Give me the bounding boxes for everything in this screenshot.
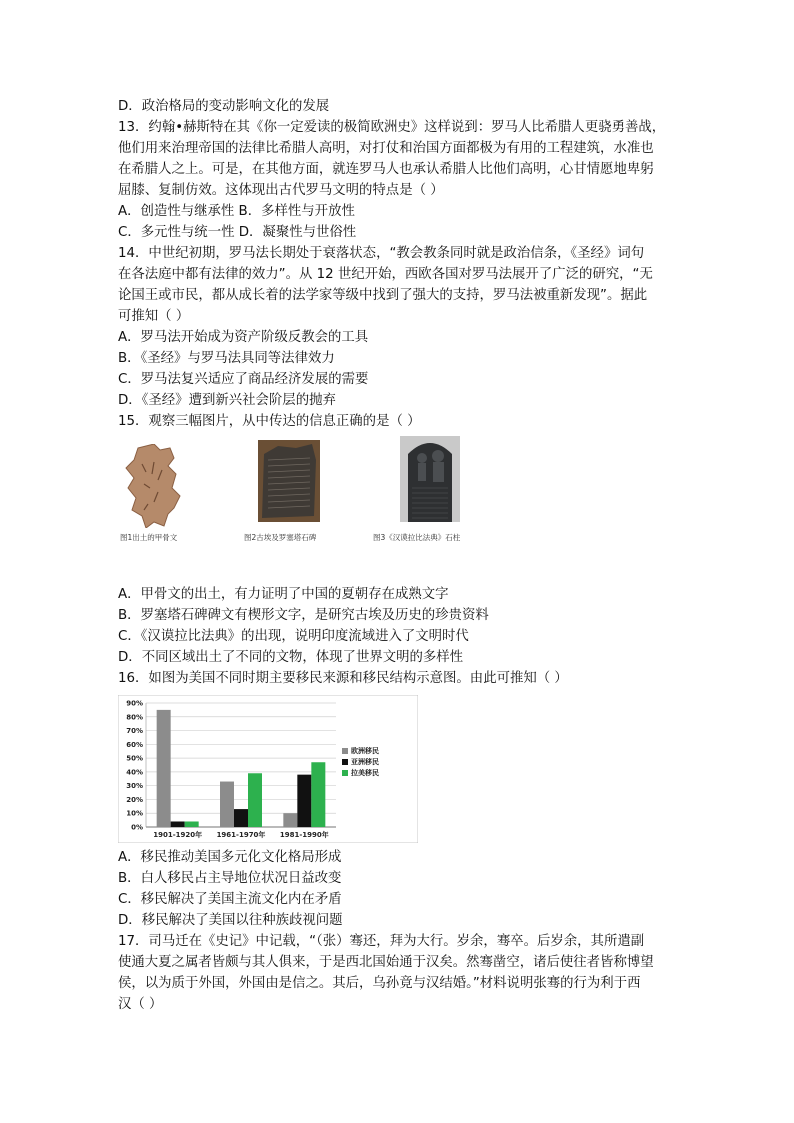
y-tick-label: 40% bbox=[126, 768, 143, 777]
q14-stem-line: 论国王或市民，都从成长着的法学家等级中找到了强大的支持，罗马法被重新发现”。据此 bbox=[118, 288, 648, 303]
q16-option-b: B．白人移民占主导地位状况日益改变 bbox=[118, 871, 342, 886]
q16-option-d: D．移民解决了美国以往种族歧视问题 bbox=[118, 913, 343, 928]
q14-option-b: B．《圣经》与罗马法具同等法律效力 bbox=[118, 351, 335, 366]
figure-1-caption: 图1出土的甲骨文 bbox=[120, 533, 178, 542]
y-tick-label: 70% bbox=[126, 727, 143, 736]
q14-option-a: A．罗马法开始成为资产阶级反教会的工具 bbox=[118, 330, 369, 345]
y-tick-label: 50% bbox=[126, 754, 143, 763]
q12-option-d: D．政治格局的变动影响文化的发展 bbox=[118, 99, 330, 114]
q15-option-d: D．不同区域出土了不同的文物，体现了世界文明的多样性 bbox=[118, 650, 464, 665]
y-tick-label: 80% bbox=[126, 713, 143, 722]
bar bbox=[283, 813, 297, 827]
q13-stem-line: 屈膝、复制仿效。这体现出古代罗马文明的特点是（ ） bbox=[118, 183, 444, 198]
legend-label: 亚洲移民 bbox=[351, 757, 379, 766]
q17-stem-line: 汉（ ） bbox=[118, 997, 163, 1012]
immigration-bar-chart bbox=[118, 695, 418, 843]
q17-stem-line: 侯，以为质于外国，外国由是信之。其后，乌孙竟与汉结婚。”材料说明张骞的行为利于西 bbox=[118, 976, 641, 991]
question-16 bbox=[118, 668, 678, 931]
question-17 bbox=[118, 931, 678, 1015]
oracle-bone-image bbox=[124, 444, 186, 528]
legend-swatch bbox=[342, 748, 348, 754]
legend-label: 欧洲移民 bbox=[351, 746, 379, 755]
q15-option-b: B．罗塞塔石碑碑文有楔形文字，是研究古埃及历史的珍贵资料 bbox=[118, 608, 489, 623]
q14-stem-line: 14．中世纪初期，罗马法长期处于衰落状态，“教会教条同时就是政治信条，《圣经》词句 bbox=[118, 246, 645, 261]
q17-stem-line: 使通大夏之属者皆颇与其人俱来，于是西北国始通于汉矣。然骞凿空，诸后使往者皆称博望 bbox=[118, 955, 654, 970]
x-tick-label: 1961-1970年 bbox=[216, 831, 266, 839]
y-tick-label: 60% bbox=[126, 740, 143, 749]
bar bbox=[220, 782, 234, 827]
figure-3-caption: 图3《汉谟拉比法典》石柱 bbox=[373, 533, 461, 542]
exam-page bbox=[118, 96, 678, 1015]
q13-options-cd: C．多元性与统一性 D．凝聚性与世俗性 bbox=[118, 225, 357, 240]
q15-stem: 15．观察三幅图片，从中传达的信息正确的是（ ） bbox=[118, 414, 421, 429]
q16-stem: 16．如图为美国不同时期主要移民来源和移民结构示意图。由此可推知（ ） bbox=[118, 671, 568, 686]
question-13 bbox=[118, 117, 678, 243]
y-tick-label: 90% bbox=[126, 699, 143, 708]
q15-figures bbox=[118, 436, 678, 564]
bar bbox=[157, 710, 171, 827]
q13-stem-line: 13．约翰•赫斯特在其《你一定爱读的极简欧洲史》这样说到：罗马人比希腊人更骁勇善战， bbox=[118, 120, 666, 135]
y-tick-label: 0% bbox=[131, 823, 143, 832]
y-tick-label: 20% bbox=[126, 795, 143, 804]
legend-label: 拉美移民 bbox=[351, 768, 379, 777]
q16-option-a: A．移民推动美国多元化文化格局形成 bbox=[118, 850, 342, 865]
y-tick-label: 30% bbox=[126, 782, 143, 791]
q14-option-c: C．罗马法复兴适应了商品经济发展的需要 bbox=[118, 372, 369, 387]
rosetta-stone-image bbox=[258, 440, 320, 522]
y-tick-label: 10% bbox=[126, 809, 143, 818]
q15-option-a: A．甲骨文的出土，有力证明了中国的夏朝存在成熟文字 bbox=[118, 587, 449, 602]
hammurabi-stele-image bbox=[400, 436, 460, 522]
bar bbox=[311, 762, 325, 827]
q16-option-c: C．移民解决了美国主流文化内在矛盾 bbox=[118, 892, 342, 907]
bar bbox=[297, 775, 311, 827]
q13-stem-line: 他们用来治理帝国的法律比希腊人高明，对打仗和治国方面都极为有用的工程建筑，水准也 bbox=[118, 141, 654, 156]
x-tick-label: 1901-1920年 bbox=[153, 831, 203, 839]
question-14 bbox=[118, 243, 678, 411]
q13-options-ab: A．创造性与继承性 B．多样性与开放性 bbox=[118, 204, 355, 219]
q15-option-c: C．《汉谟拉比法典》的出现，说明印度流域进入了文明时代 bbox=[118, 629, 469, 644]
bar bbox=[234, 809, 248, 827]
q13-stem-line: 在希腊人之上。可是，在其他方面，就连罗马人也承认希腊人比他们高明，心甘情愿地卑躬 bbox=[118, 162, 654, 177]
bar bbox=[185, 821, 199, 827]
figure-2-caption: 图2古埃及罗塞塔石碑 bbox=[244, 533, 317, 542]
bar bbox=[171, 821, 185, 827]
immigration-chart bbox=[118, 695, 418, 843]
legend-swatch bbox=[342, 759, 348, 765]
q14-stem-line: 在各法庭中都有法律的效力”。从 12 世纪开始，西欧各国对罗马法展开了广泛的研究，“无 bbox=[118, 267, 653, 282]
question-15 bbox=[118, 411, 678, 668]
q14-option-d: D．《圣经》遭到新兴社会阶层的抛弃 bbox=[118, 393, 336, 408]
q17-stem-line: 17．司马迁在《史记》中记载，“（张）骞还，拜为大行。岁余，骞卒。后岁余，其所遣副 bbox=[118, 934, 645, 949]
x-tick-label: 1981-1990年 bbox=[279, 831, 329, 839]
legend-swatch bbox=[342, 770, 348, 776]
q14-stem-line: 可推知（ ） bbox=[118, 309, 190, 324]
bar bbox=[248, 773, 262, 827]
